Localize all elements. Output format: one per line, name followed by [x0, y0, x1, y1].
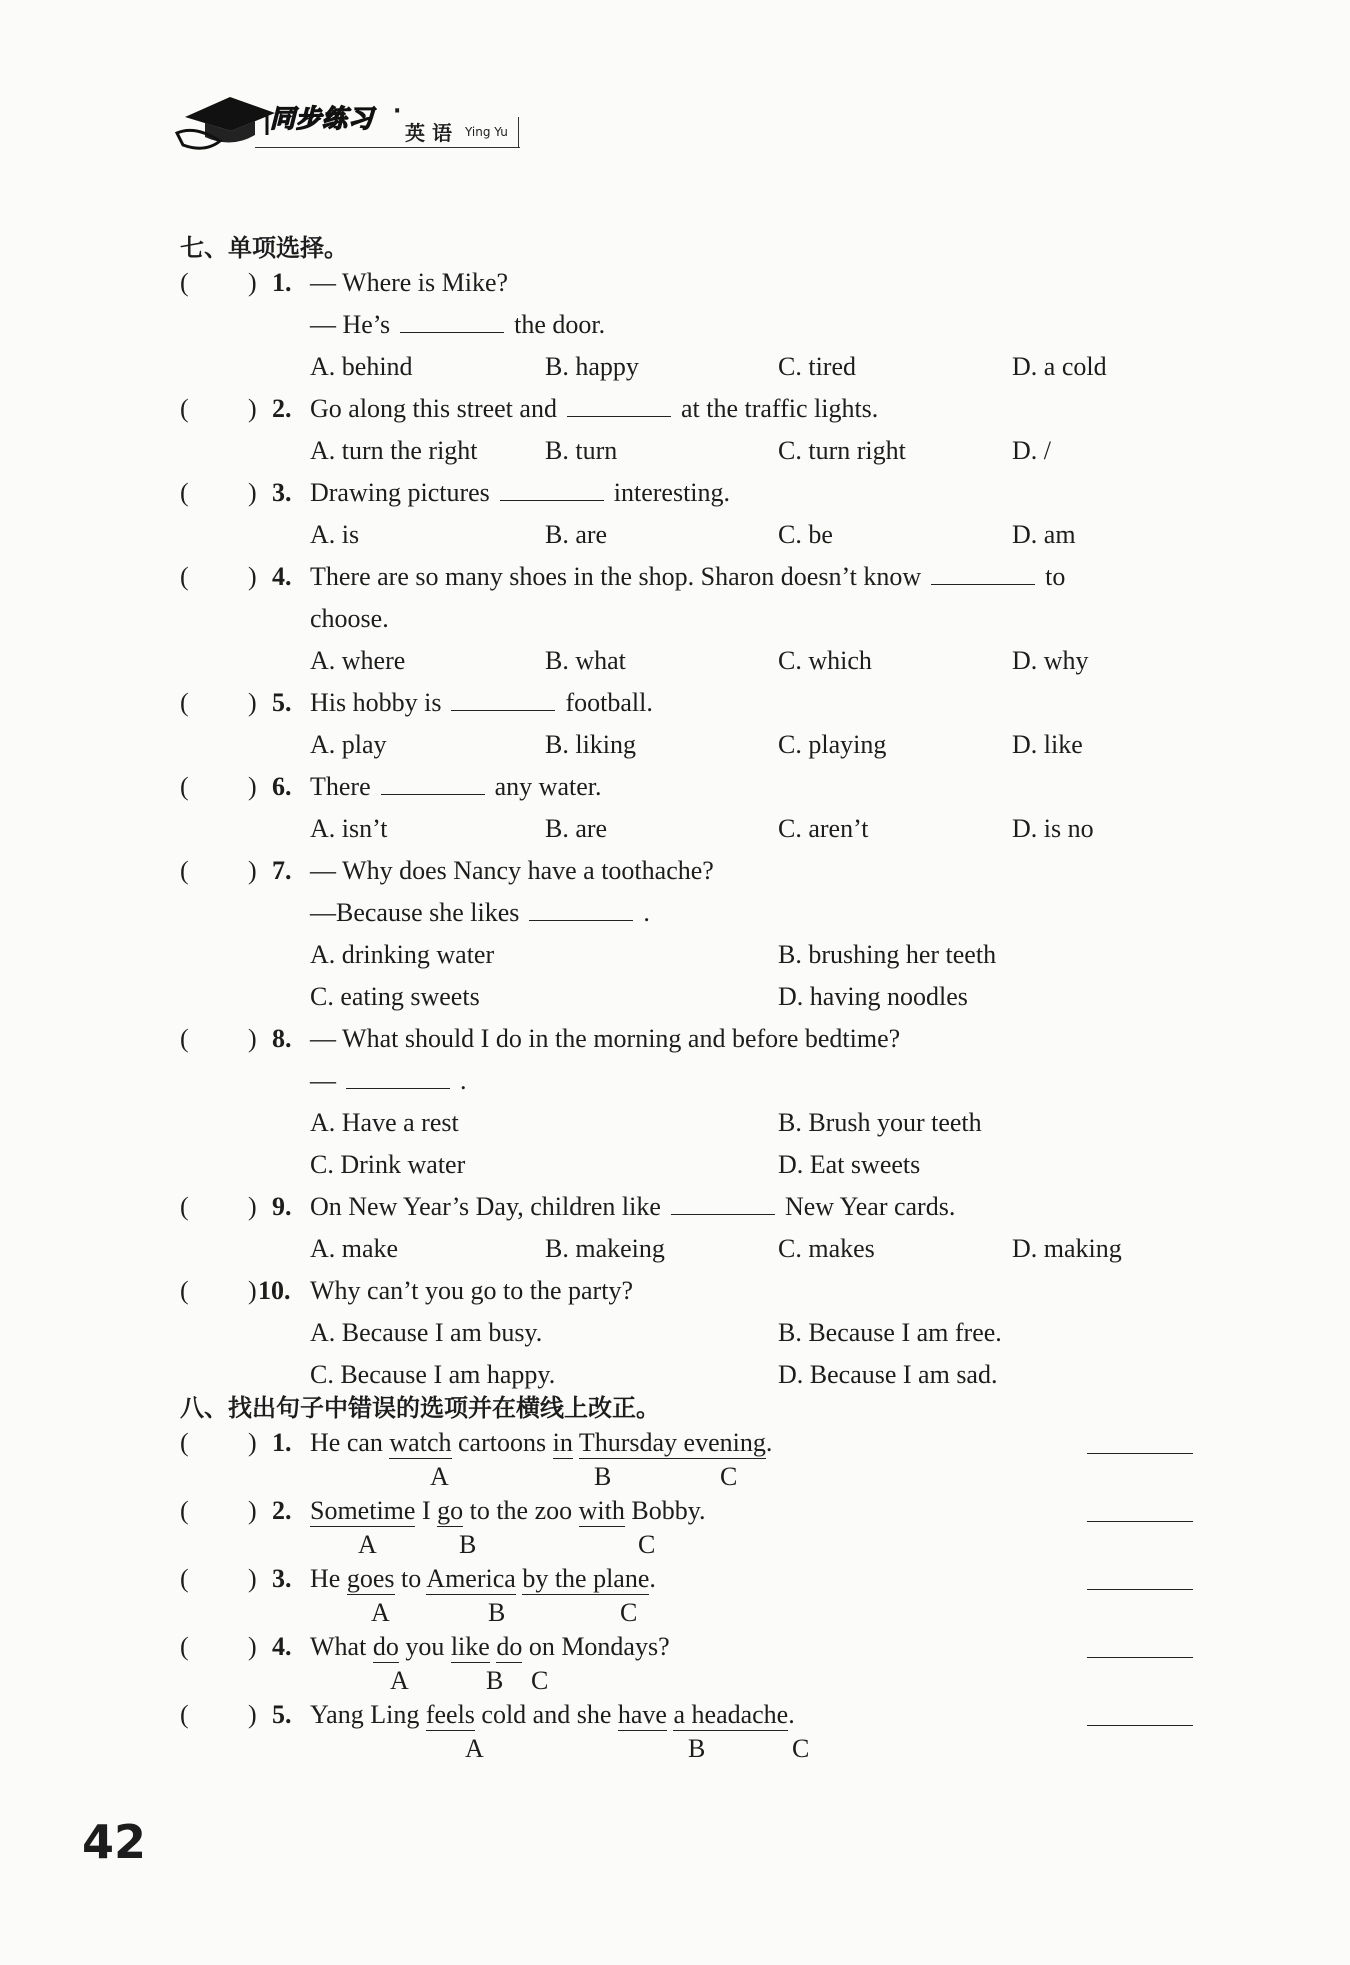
s2-correction-line [1087, 1520, 1193, 1522]
subject-pinyin: Ying Yu [465, 125, 508, 139]
q9-option-c: C. makes [778, 1234, 875, 1263]
header-rule [255, 147, 520, 148]
q1-question: — Where is Mike? [310, 268, 509, 297]
underlined-a: Sometime [310, 1496, 416, 1525]
q7-number: 7. [272, 856, 292, 885]
answer-blank [451, 690, 555, 711]
q7-option-c: C. eating sweets [310, 982, 480, 1011]
section-title-8: 八、找出句子中错误的选项并在横线上改正。 [180, 1394, 660, 1422]
underlined-b: have [617, 1700, 667, 1729]
q9-question: On New Year’s Day, children like New Year cards. [310, 1192, 956, 1221]
q3-number: 3. [272, 478, 292, 507]
s3-letter-c: C [620, 1598, 638, 1627]
page-number: 42 [82, 1815, 147, 1869]
s1-letter-b: B [594, 1462, 612, 1491]
brand-logo-text: 同步练习 [270, 104, 375, 133]
underlined-b: in [552, 1428, 573, 1457]
q9-option-b: B. makeing [545, 1234, 665, 1263]
answer-blank [671, 1194, 775, 1215]
s5-correction-line [1087, 1724, 1193, 1726]
q2-option-a: A. turn the right [310, 436, 478, 465]
underlined-a: watch [389, 1428, 452, 1457]
s1-paren-close: ) [248, 1428, 257, 1457]
q8-paren-close: ) [248, 1024, 257, 1053]
q4-option-d: D. why [1012, 646, 1089, 675]
s3-sentence: He goes to America by the plane. [310, 1564, 656, 1593]
answer-blank [400, 312, 504, 333]
q10-question: Why can’t you go to the party? [310, 1276, 633, 1305]
q4-number: 4. [272, 562, 292, 591]
s4-letter-b: B [486, 1666, 504, 1695]
s4-paren-close: ) [248, 1632, 257, 1661]
q6-option-c: C. aren’t [778, 814, 869, 843]
s4-letter-a: A [390, 1666, 409, 1695]
answer-blank [346, 1068, 450, 1089]
s2-letter-b: B [459, 1530, 477, 1559]
q5-paren-open: ( [180, 688, 189, 717]
q1-option-d: D. a cold [1012, 352, 1107, 381]
q10-option-c: C. Because I am happy. [310, 1360, 556, 1389]
subject-label: 英 语 [405, 121, 452, 145]
q7-paren-close: ) [248, 856, 257, 885]
s1-correction-line [1087, 1452, 1193, 1454]
answer-blank [529, 900, 633, 921]
q2-option-c: C. turn right [778, 436, 906, 465]
q6-paren-close: ) [248, 772, 257, 801]
q3-option-a: A. is [310, 520, 360, 549]
q3-paren-close: ) [248, 478, 257, 507]
underlined-b: America [426, 1564, 516, 1593]
q7-question: — Why does Nancy have a toothache? [310, 856, 714, 885]
q1-option-a: A. behind [310, 352, 413, 381]
s2-paren-open: ( [180, 1496, 189, 1525]
q8-option-c: C. Drink water [310, 1150, 466, 1179]
q9-paren-open: ( [180, 1192, 189, 1221]
s5-letter-a: A [465, 1734, 484, 1763]
q7-line2: —Because she likes . [310, 898, 650, 927]
q6-option-b: B. are [545, 814, 608, 843]
q8-option-a: A. Have a rest [310, 1108, 459, 1137]
s2-letter-a: A [358, 1530, 377, 1559]
header-dot: · [393, 99, 402, 124]
q6-number: 6. [272, 772, 292, 801]
q9-option-a: A. make [310, 1234, 399, 1263]
answer-blank [500, 480, 604, 501]
page-header [175, 85, 535, 155]
s1-paren-open: ( [180, 1428, 189, 1457]
q5-option-a: A. play [310, 730, 387, 759]
q2-question: Go along this street and at the traffic lights. [310, 394, 879, 423]
q6-paren-open: ( [180, 772, 189, 801]
q10-number: 10. [258, 1276, 291, 1305]
q4-question: There are so many shoes in the shop. Sharon doesn’t know to [310, 562, 1066, 591]
q5-option-c: C. playing [778, 730, 887, 759]
s2-sentence: Sometime I go to the zoo with Bobby. [310, 1496, 706, 1525]
q4-option-c: C. which [778, 646, 872, 675]
q2-paren-open: ( [180, 394, 189, 423]
underlined-b: like [450, 1632, 490, 1661]
s2-paren-close: ) [248, 1496, 257, 1525]
q1-line2: — He’s the door. [310, 310, 606, 339]
q8-question: — What should I do in the morning and before bedtime? [310, 1024, 901, 1053]
q5-option-d: D. like [1012, 730, 1083, 759]
q3-paren-open: ( [180, 478, 189, 507]
s1-sentence: He can watch cartoons in Thursday evening. [310, 1428, 773, 1457]
q5-paren-close: ) [248, 688, 257, 717]
header-box-edge [518, 117, 519, 147]
q2-paren-close: ) [248, 394, 257, 423]
q2-option-d: D. / [1012, 436, 1051, 465]
s1-letter-a: A [430, 1462, 449, 1491]
q1-number: 1. [272, 268, 292, 297]
s5-paren-open: ( [180, 1700, 189, 1729]
q5-question: His hobby is football. [310, 688, 653, 717]
underlined-c: a headache [673, 1700, 789, 1729]
q8-number: 8. [272, 1024, 292, 1053]
s1-letter-c: C [720, 1462, 738, 1491]
s5-paren-close: ) [248, 1700, 257, 1729]
s2-number: 2. [272, 1496, 292, 1525]
q1-option-b: B. happy [545, 352, 639, 381]
underlined-a: do [372, 1632, 399, 1661]
q10-option-d: D. Because I am sad. [778, 1360, 998, 1389]
s4-sentence: What do you like do on Mondays? [310, 1632, 670, 1661]
answer-blank [567, 396, 671, 417]
answer-blank [381, 774, 485, 795]
s4-correction-line [1087, 1656, 1193, 1658]
q4-option-a: A. where [310, 646, 406, 675]
s5-sentence: Yang Ling feels cold and she have a headache. [310, 1700, 795, 1729]
underlined-a: feels [425, 1700, 475, 1729]
q2-option-b: B. turn [545, 436, 618, 465]
q4-paren-close: ) [248, 562, 257, 591]
q1-option-c: C. tired [778, 352, 856, 381]
q10-paren-open: ( [180, 1276, 189, 1305]
q7-option-b: B. brushing her teeth [778, 940, 997, 969]
q1-paren-close: ) [248, 268, 257, 297]
s4-letter-c: C [531, 1666, 549, 1695]
s3-correction-line [1087, 1588, 1193, 1590]
q9-option-d: D. making [1012, 1234, 1122, 1263]
s3-paren-close: ) [248, 1564, 257, 1593]
underlined-b: go [437, 1496, 464, 1525]
s3-number: 3. [272, 1564, 292, 1593]
s4-paren-open: ( [180, 1632, 189, 1661]
q3-option-d: D. am [1012, 520, 1076, 549]
s5-letter-c: C [792, 1734, 810, 1763]
q9-paren-close: ) [248, 1192, 257, 1221]
q9-number: 9. [272, 1192, 292, 1221]
s5-number: 5. [272, 1700, 292, 1729]
underlined-c: by the plane [522, 1564, 650, 1593]
s1-number: 1. [272, 1428, 292, 1457]
s2-letter-c: C [638, 1530, 656, 1559]
q3-option-b: B. are [545, 520, 608, 549]
q1-paren-open: ( [180, 268, 189, 297]
q4-paren-open: ( [180, 562, 189, 591]
q8-option-b: B. Brush your teeth [778, 1108, 982, 1137]
q6-option-a: A. isn’t [310, 814, 388, 843]
q7-option-a: A. drinking water [310, 940, 495, 969]
underlined-c: Thursday evening [578, 1428, 766, 1457]
q4-option-b: B. what [545, 646, 626, 675]
s3-letter-b: B [488, 1598, 506, 1627]
s4-number: 4. [272, 1632, 292, 1661]
q7-option-d: D. having noodles [778, 982, 968, 1011]
answer-blank [931, 564, 1035, 585]
underlined-c: with [578, 1496, 625, 1525]
q5-option-b: B. liking [545, 730, 637, 759]
q10-paren-close: ) [248, 1276, 257, 1305]
q10-option-b: B. Because I am free. [778, 1318, 1002, 1347]
q8-option-d: D. Eat sweets [778, 1150, 921, 1179]
s3-letter-a: A [371, 1598, 390, 1627]
q6-question: There any water. [310, 772, 602, 801]
q5-number: 5. [272, 688, 292, 717]
s5-letter-b: B [688, 1734, 706, 1763]
q10-option-a: A. Because I am busy. [310, 1318, 543, 1347]
q6-option-d: D. is no [1012, 814, 1094, 843]
q3-question: Drawing pictures interesting. [310, 478, 731, 507]
underlined-c: do [496, 1632, 523, 1661]
q3-option-c: C. be [778, 520, 833, 549]
q4-question-cont: choose. [310, 604, 389, 633]
s3-paren-open: ( [180, 1564, 189, 1593]
section-title-7: 七、单项选择。 [180, 234, 348, 262]
q8-line2: — . [310, 1066, 467, 1095]
q2-number: 2. [272, 394, 292, 423]
q7-paren-open: ( [180, 856, 189, 885]
underlined-a: goes [346, 1564, 395, 1593]
graduation-cap-icon [175, 85, 275, 155]
q8-paren-open: ( [180, 1024, 189, 1053]
